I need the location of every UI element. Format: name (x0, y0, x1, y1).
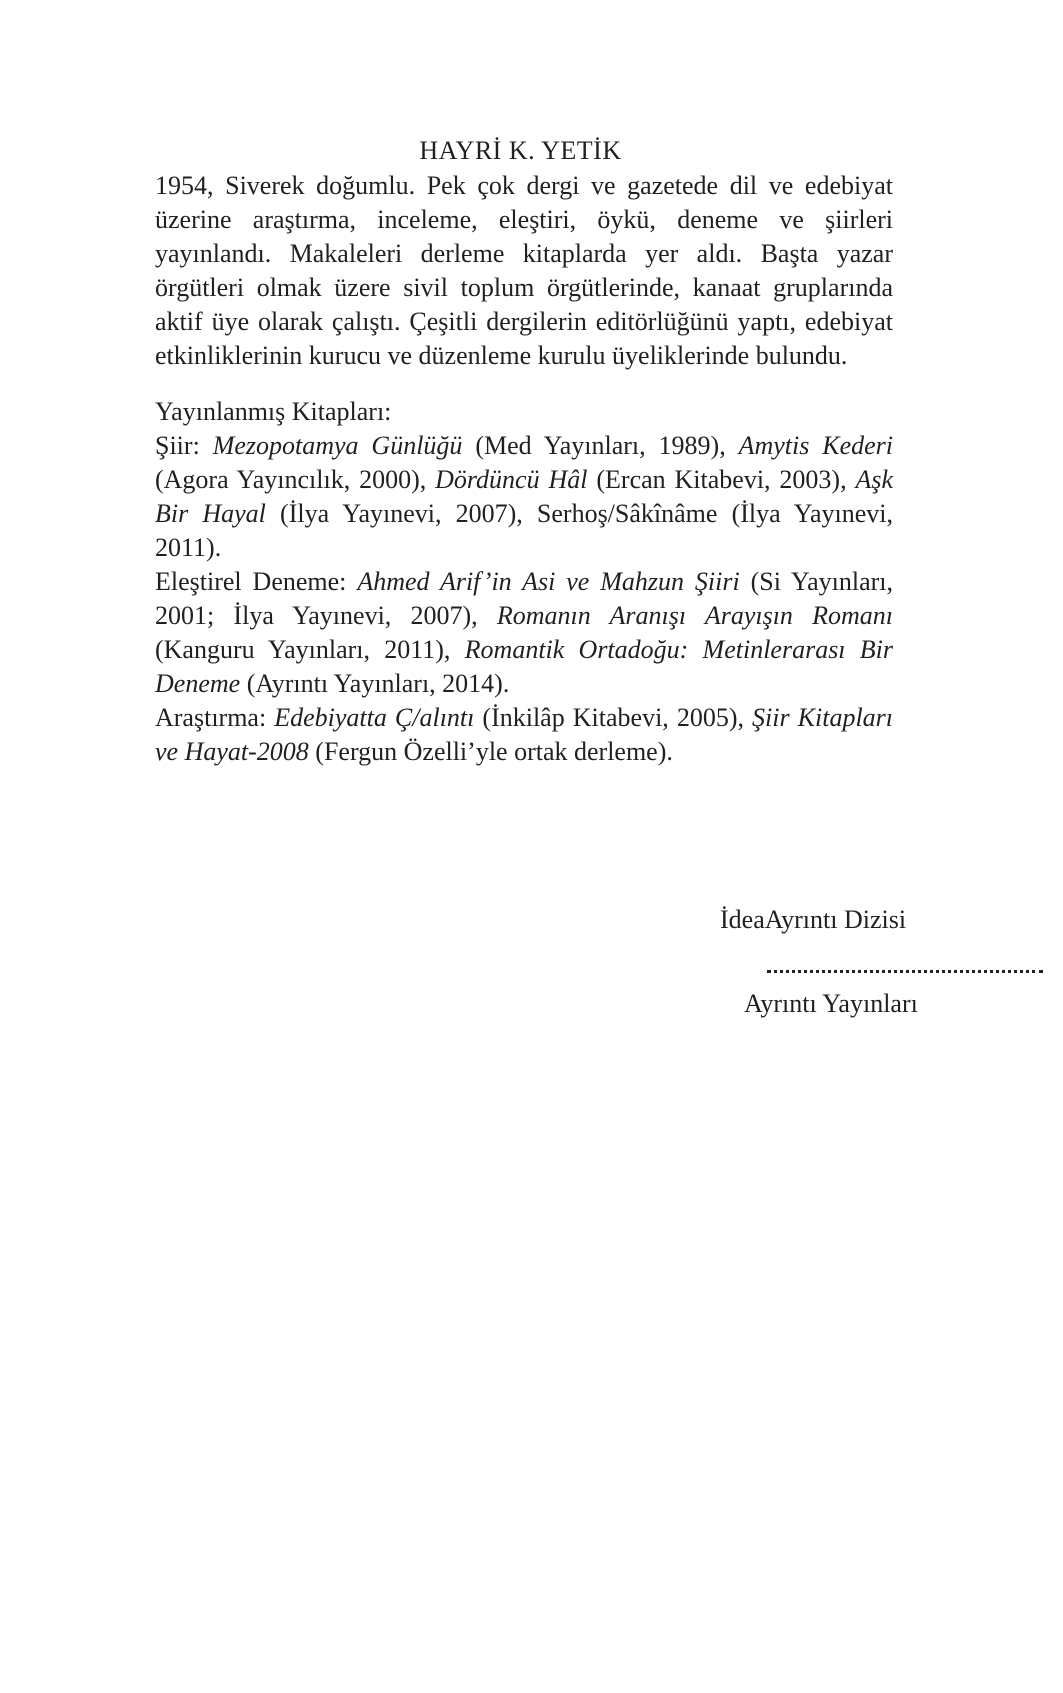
poetry-label: Şiir: (155, 431, 200, 460)
book-title: Aşk Bir Hayal (155, 465, 894, 528)
author-name: HAYRİ K. YETİK (419, 136, 622, 165)
research-label: Araştırma: (155, 703, 267, 732)
research-entry (155, 701, 893, 769)
book-title: Edebiyatta Ç/alıntı (274, 703, 475, 732)
book-title: Romanın Aranışı Arayışın Romanı (496, 601, 894, 630)
poetry-entry (155, 429, 893, 565)
book-publication-info: (Si Yayınları, 2001; İlya Yayınevi, 2007), (155, 567, 894, 630)
book-publication-info: (Ercan Kitabevi, 2003), (596, 465, 847, 494)
books-list (155, 429, 893, 769)
book-title: Amytis Kederi (738, 431, 894, 460)
author-bio: 1954, Siverek doğumlu. Pek çok dergi ve gazetede dil ve edebiyat üzerine araştırma, inceleme, eleştiri, öykü, deneme ve şiirleri yayınlandı. Makaleleri derleme kitaplarda yer aldı. Başta yazar örgütleri olmak üzere sivil toplum örgütlerinde, kanaat gruplarında aktif üye olarak çalıştı. Çeşitli dergilerin editörlüğünü yaptı, edebiyat etkinliklerinin kurucu ve düzenleme kurulu üyeliklerinde bulundu. (155, 171, 893, 370)
series-title: İdeaAyrıntı Dizisi (720, 905, 907, 934)
books-heading: Yayınlanmış Kitapları: (155, 397, 392, 426)
book-publication-info: (Fergun Özelli’yle ortak derleme). (315, 737, 673, 766)
essay-entry (155, 565, 893, 701)
book-publication-info: (Kanguru Yayınları, 2011), (155, 635, 451, 664)
book-title: Mezopotamya Günlüğü (212, 431, 463, 460)
book-title: Şiir Kitapları ve Hayat-2008 (155, 703, 894, 766)
book-title: Ahmed Arif’in Asi ve Mahzun Şiiri (357, 567, 740, 596)
dotted-divider (767, 970, 1043, 973)
book-title: Dördüncü Hâl (435, 465, 588, 494)
book-title: Romantik Ortadoğu: Metinlerarası Bir Deneme (155, 635, 893, 698)
book-publication-info: (İlya Yayınevi, 2007), Serhoş/Sâkînâme (İlya Yayınevi, 2011). (155, 499, 894, 562)
publisher-name: Ayrıntı Yayınları (744, 989, 918, 1018)
book-publication-info: (İnkilâp Kitabevi, 2005), (482, 703, 744, 732)
essay-label: Eleştirel Deneme: (155, 567, 347, 596)
book-publication-info: (Med Yayınları, 1989), (475, 431, 726, 460)
book-publication-info: (Agora Yayıncılık, 2000), (155, 465, 427, 494)
book-publication-info: (Ayrıntı Yayınları, 2014). (246, 669, 510, 698)
